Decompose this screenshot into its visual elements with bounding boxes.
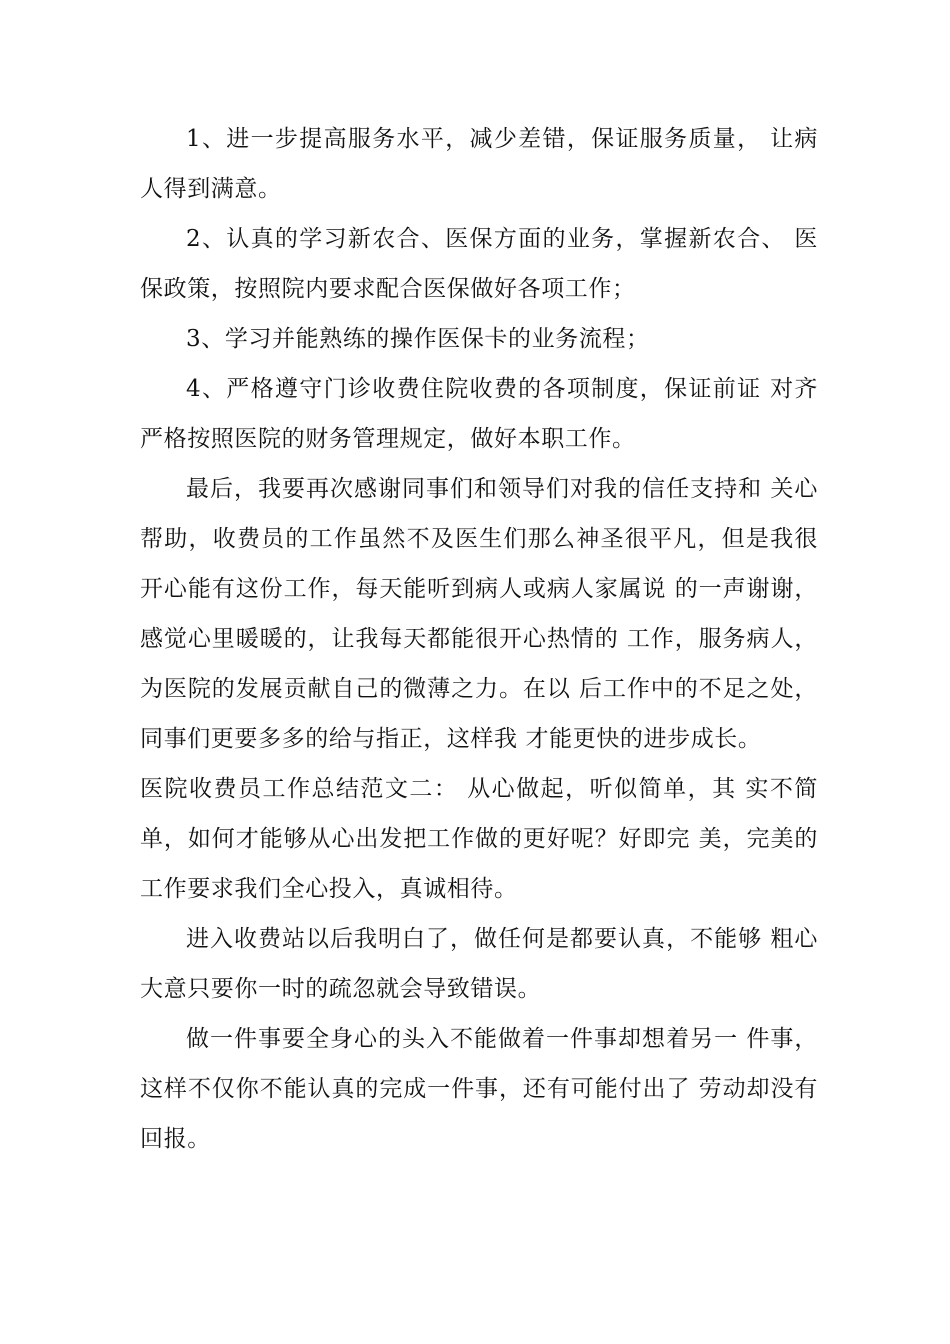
document-page <box>140 114 818 1164</box>
paragraph-sample-two-heading: 医院收费员工作总结范文二： 从心做起，听似简单，其 实不简单，如何才能够从心出发把工作做的更好呢？好即完 美，完美的工作要求我们全心投入，真诚相待。 <box>140 776 818 902</box>
paragraph-thanks: 最后，我要再次感谢同事们和领导们对我的信任支持和 关心帮助，收费员的工作虽然不及医生们那么神圣很平凡，但是我很开心能有这份工作，每天能听到病人或病人家属说 的一声谢谢，感觉心里暖暖的，让我每天都能很开心热情的 工作，服务病人，为医院的发展贡献自己的微薄之力。在以 后工作中的不足之处，同事们更要多多的给与指正，这样我 才能更快的进步成长。 <box>140 476 818 752</box>
paragraph-item-1: 1、进一步提高服务水平，减少差错，保证服务质量， 让病人得到满意。 <box>140 126 818 202</box>
paragraph-item-4: 4、严格遵守门诊收费住院收费的各项制度，保证前证 对齐严格按照医院的财务管理规定，做好本职工作。 <box>140 376 818 452</box>
paragraph-toll-station: 进入收费站以后我明白了，做任何是都要认真，不能够 粗心大意只要你一时的疏忽就会导致错误。 <box>140 926 818 1002</box>
paragraph-item-2: 2、认真的学习新农合、医保方面的业务，掌握新农合、 医保政策，按照院内要求配合医保做好各项工作； <box>140 226 818 302</box>
paragraph-item-3: 3、学习并能熟练的操作医保卡的业务流程； <box>186 326 650 352</box>
paragraph-focus: 做一件事要全身心的头入不能做着一件事却想着另一 件事，这样不仅你不能认真的完成一件事，还有可能付出了 劳动却没有回报。 <box>140 1026 818 1152</box>
